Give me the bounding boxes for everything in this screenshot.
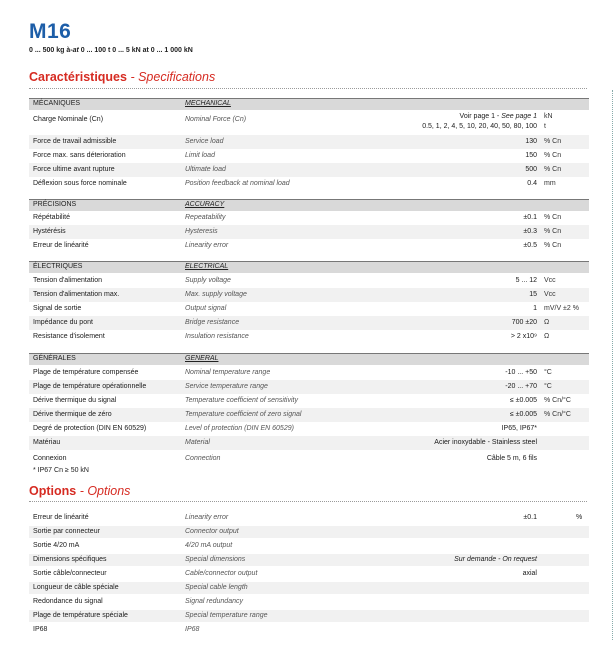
option-label-en: Special cable length [185, 584, 248, 591]
spec-label-fr: Répétabilité [33, 214, 70, 221]
group-label-en: ELECTRICAL [185, 263, 229, 270]
spec-row-deflection [29, 177, 589, 191]
group-label-fr: ÉLECTRIQUES [33, 263, 83, 270]
spec-label-en: Connection [185, 455, 221, 462]
option-row [29, 582, 589, 594]
spec-value: -10 ... +50 [505, 369, 537, 376]
option-label-en: Special temperature range [185, 612, 268, 619]
spec-row-hysteresis [29, 225, 589, 239]
spec-row-connection [29, 452, 589, 466]
spec-row-repeatability [29, 211, 589, 225]
option-row [29, 540, 589, 552]
spec-row-sensitivity-drift [29, 394, 589, 408]
spec-label-fr: Force de travail admissible [33, 138, 117, 145]
spec-value: -20 ... +70 [505, 383, 537, 390]
spec-row-output-signal [29, 302, 589, 316]
group-label-en: ACCURACY [185, 201, 225, 208]
spec-row-insulation [29, 330, 589, 344]
range-rest: 0 ... 100 t 0 ... 5 kN at 0 ... 1 000 kN [78, 47, 193, 54]
spec-label-fr: Degré de protection (DIN EN 60529) [33, 425, 147, 432]
spec-label-en: Supply voltage [185, 277, 231, 284]
spec-label-fr: Plage de température opérationnelle [33, 383, 147, 390]
option-row [29, 512, 589, 524]
spec-value: > 2 x10⁹ [510, 333, 537, 340]
spec-label-fr: Déflexion sous force nominale [33, 180, 127, 187]
option-row [29, 610, 589, 622]
spec-unit: Ω [544, 333, 550, 340]
footnote: * IP67 Cn ≥ 50 kN [33, 467, 89, 474]
range-at: at [72, 47, 79, 54]
group-label-fr: GÉNÉRALES [33, 355, 76, 362]
spec-label-fr: Force ultime avant rupture [33, 166, 115, 173]
product-title: M16 [29, 20, 72, 43]
option-label-fr: Sortie câble/connecteur [33, 570, 107, 577]
spec-row-service-load [29, 135, 589, 149]
option-label-fr: Redondance du signal [33, 598, 103, 605]
spec-row-zero-drift [29, 408, 589, 422]
spec-unit: % Cn [544, 214, 562, 221]
see-page-en: See page 1 [501, 113, 537, 120]
spec-label-fr: Charge Nominale (Cn) [33, 116, 104, 123]
spec-unit: % Cn/°C [544, 397, 571, 404]
spec-label-en: Temperature coefficient of zero signal [185, 411, 302, 418]
spec-label-en: Nominal temperature range [185, 369, 271, 376]
specifications-heading [29, 70, 215, 84]
group-header-general [29, 353, 589, 365]
spec-label-en: Ultimate load [185, 166, 226, 173]
spec-value: ±0.3 [523, 228, 537, 235]
spec-value: Câble 5 m, 6 fils [486, 455, 537, 462]
spec-row-compensated-temp [29, 366, 589, 380]
divider [29, 501, 587, 502]
spec-unit: Ω [544, 319, 550, 326]
spec-value: ≤ ±0.005 [509, 411, 537, 418]
spec-label-en: Repeatability [185, 214, 226, 221]
option-row [29, 568, 589, 580]
spec-label-fr: Force max. sans déterioration [33, 152, 126, 159]
option-row [29, 596, 589, 608]
option-label-en: Connector output [185, 528, 239, 535]
spec-label-fr: Impédance du pont [33, 319, 93, 326]
spec-unit: Vcc [544, 291, 556, 298]
options-heading-fr: Options [29, 484, 77, 498]
option-label-fr: Dimensions spécifiques [33, 556, 107, 563]
unit-kn: kN [544, 113, 553, 120]
spec-unit: % Cn/°C [544, 411, 571, 418]
spec-unit: mm [544, 180, 556, 187]
spec-unit: °C [544, 369, 552, 376]
option-value: ±0.1 [523, 514, 537, 521]
spec-label-fr: Erreur de linéarité [33, 242, 89, 249]
spec-row-limit-load [29, 149, 589, 163]
divider [29, 88, 587, 89]
spec-unit: % Cn [544, 166, 562, 173]
group-header-mechanical [29, 98, 589, 110]
spec-value [422, 112, 537, 132]
option-value: Sur demande - On request [454, 556, 537, 563]
group-header-accuracy [29, 199, 589, 211]
product-range [29, 47, 193, 54]
spec-value: 500 [525, 166, 537, 173]
group-label-en: MECHANICAL [185, 100, 231, 107]
spec-label-fr: Tension d'alimentation [33, 277, 103, 284]
spec-row-supply-voltage [29, 274, 589, 288]
spec-row-service-temp [29, 380, 589, 394]
option-label-fr: Longueur de câble spéciale [33, 584, 119, 591]
spec-value: 130 [525, 138, 537, 145]
specifications-heading-en: - Specifications [130, 70, 216, 84]
spec-row-bridge-resistance [29, 316, 589, 330]
spec-label-fr: Dérive thermique de zéro [33, 411, 112, 418]
spec-value: 0.4 [527, 180, 537, 187]
spec-row-ultimate-load [29, 163, 589, 177]
spec-value: ±0.1 [523, 214, 537, 221]
spec-label-en: Hysteresis [185, 228, 218, 235]
spec-label-en: Service temperature range [185, 383, 268, 390]
option-row [29, 526, 589, 538]
spec-label-fr: Resistance d'isolement [33, 333, 105, 340]
option-label-en: IP68 [185, 626, 200, 633]
options-heading [29, 484, 130, 498]
spec-label-en: Limit load [185, 152, 215, 159]
spec-label-fr: Tension d'alimentation max. [33, 291, 120, 298]
spec-label-fr: Dérive thermique du signal [33, 397, 117, 404]
spec-unit: Vcc [544, 277, 556, 284]
spec-label-en: Service load [185, 138, 224, 145]
spec-unit: % Cn [544, 242, 562, 249]
spec-value: 150 [525, 152, 537, 159]
spec-row-protection [29, 422, 589, 436]
capacity-list: 0.5, 1, 2, 4, 5, 10, 20, 40, 50, 80, 100 [422, 123, 537, 130]
group-header-electrical [29, 261, 589, 273]
spec-label-en: Nominal Force (Cn) [185, 116, 247, 123]
option-label-en: Signal redundancy [185, 598, 243, 605]
spec-unit: % Cn [544, 152, 562, 159]
spec-value: 1 [533, 305, 537, 312]
spec-label-en: Max. supply voltage [185, 291, 247, 298]
spec-row-nominal-force [29, 111, 589, 135]
range-prefix: 0 ... 500 kg à- [29, 47, 73, 54]
spec-label-fr: Matériau [33, 439, 61, 446]
group-label-fr: PRÉCISIONS [33, 201, 77, 208]
spec-unit: °C [544, 383, 552, 390]
spec-label-fr: Plage de température compensée [33, 369, 139, 376]
spec-value: 5 ... 12 [515, 277, 537, 284]
unit-t: t [544, 123, 546, 130]
spec-label-fr: Hystérésis [33, 228, 66, 235]
group-label-en: GENERAL [185, 355, 219, 362]
spec-value: ≤ ±0.005 [509, 397, 537, 404]
spec-label-fr: Signal de sortie [33, 305, 82, 312]
option-label-en: 4/20 mA output [185, 542, 233, 549]
spec-label-en: Level of protection (DIN EN 60529) [185, 425, 294, 432]
spec-row-linearity [29, 239, 589, 253]
option-label-fr: Erreur de linéarité [33, 514, 89, 521]
spec-value: 700 ±20 [511, 319, 537, 326]
spec-unit: % Cn [544, 138, 562, 145]
spec-value: ±0.5 [523, 242, 537, 249]
spec-label-en: Material [185, 439, 210, 446]
option-unit: % [576, 514, 583, 521]
spec-value: IP65, IP67* [501, 425, 537, 432]
option-label-en: Special dimensions [185, 556, 246, 563]
group-label-fr: MÉCANIQUES [33, 100, 81, 107]
spec-label-en: Bridge resistance [185, 319, 240, 326]
spec-label-en: Temperature coefficient of sensitivity [185, 397, 298, 404]
spec-value: 15 [529, 291, 537, 298]
spec-row-material [29, 436, 589, 450]
spec-label-en: Position feedback at nominal load [185, 180, 290, 187]
option-row [29, 624, 589, 636]
see-page-fr: Voir page 1 - [459, 113, 502, 120]
options-heading-en: - Options [79, 484, 131, 498]
option-row [29, 554, 589, 566]
option-value: axial [522, 570, 537, 577]
spec-unit [544, 112, 553, 132]
spec-label-en: Output signal [185, 305, 227, 312]
spec-value: Acier inoxydable - Stainless steel [434, 439, 537, 446]
option-label-en: Cable/connector output [185, 570, 258, 577]
option-label-fr: IP68 [33, 626, 48, 633]
spec-label-fr: Connexion [33, 455, 67, 462]
option-label-en: Linearity error [185, 514, 229, 521]
spec-label-en: Linearity error [185, 242, 229, 249]
option-label-fr: Sortie 4/20 mA [33, 542, 80, 549]
option-label-fr: Sortie par connecteur [33, 528, 100, 535]
spec-label-en: Insulation resistance [185, 333, 249, 340]
option-label-fr: Plage de température spéciale [33, 612, 128, 619]
specifications-heading-fr: Caractéristiques [29, 70, 127, 84]
spec-row-max-supply [29, 288, 589, 302]
spec-unit: % Cn [544, 228, 562, 235]
spec-unit: mV/V ±2 % [544, 305, 579, 312]
